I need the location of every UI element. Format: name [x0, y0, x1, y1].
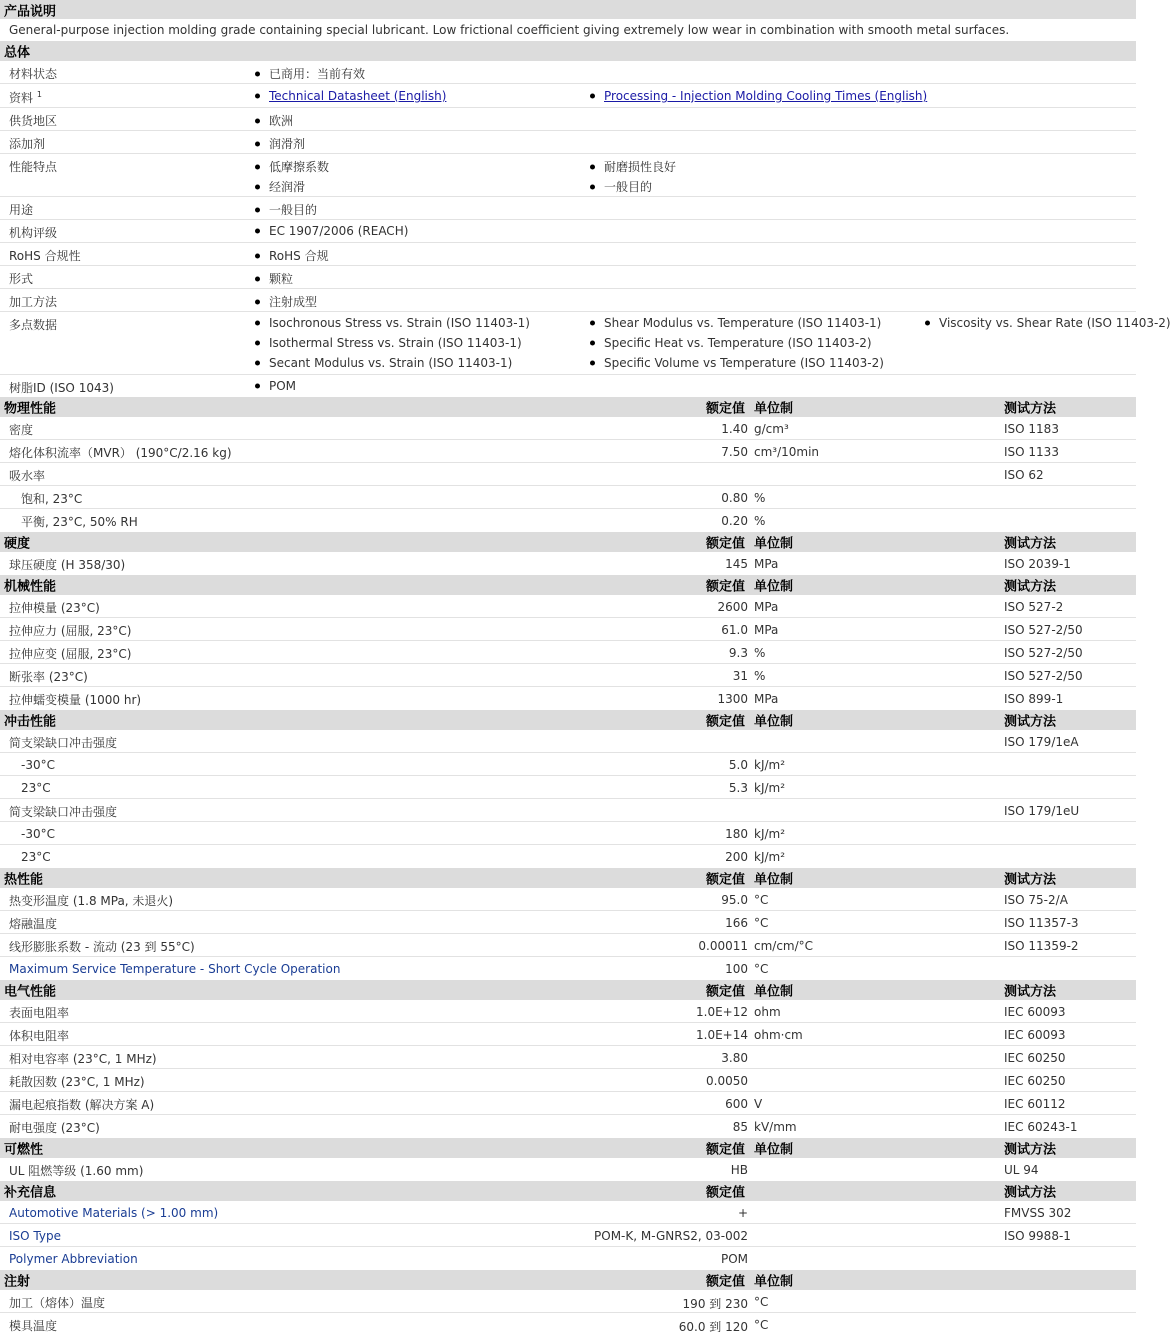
data-row: [0, 486, 1136, 509]
data-row: [0, 1158, 1136, 1181]
section-header-mechanical: [0, 575, 1136, 595]
row-value: 60.0 到 120: [678, 1320, 748, 1334]
row-unit: MPa: [754, 692, 779, 706]
bullet-item: 低摩擦系数: [269, 160, 330, 174]
row-label: 拉伸应变 (屈服, 23°C): [9, 647, 132, 661]
row-value: 180: [725, 827, 748, 841]
row-unit: MPa: [754, 600, 779, 614]
data-row: [0, 799, 1136, 822]
col-header-method: 测试方法: [1004, 579, 1057, 595]
row-method: ISO 75-2/A: [1004, 893, 1068, 907]
data-row: [0, 1092, 1136, 1115]
general-row-processing-method: [0, 289, 1136, 312]
row-label: Polymer Abbreviation: [9, 1252, 138, 1266]
section-header-supplementary: [0, 1181, 1136, 1201]
row-method: IEC 60112: [1004, 1097, 1066, 1111]
data-row: [0, 1000, 1136, 1023]
data-row: [0, 730, 1136, 753]
data-row: [0, 845, 1136, 868]
row-unit: °C: [754, 1318, 769, 1332]
row-value: 600: [725, 1097, 748, 1111]
section-header-general: [0, 41, 1136, 61]
row-label: 体积电阻率: [9, 1029, 70, 1043]
row-label: 漏电起痕指数 (解决方案 A): [9, 1098, 155, 1112]
row-value: 190 到 230: [682, 1297, 748, 1311]
row-unit: cm/cm/°C: [754, 939, 814, 953]
row-label: 表面电阻率: [9, 1006, 70, 1020]
bullet-item: 一般目的: [604, 180, 653, 194]
data-row: [0, 641, 1136, 664]
row-value: HB: [730, 1163, 748, 1177]
row-label: 吸水率: [9, 469, 46, 483]
bullet-item: 注射成型: [269, 295, 318, 309]
section-title: 补充信息: [4, 1185, 57, 1201]
row-method: ISO 899-1: [1004, 692, 1064, 706]
col-header-method: 测试方法: [1004, 536, 1057, 552]
col-header-value: 额定值: [706, 714, 746, 730]
row-method: ISO 9988-1: [1004, 1229, 1071, 1243]
row-value: 200: [725, 850, 748, 864]
row-label: 热变形温度 (1.8 MPa, 未退火): [9, 894, 174, 908]
data-row: [0, 618, 1136, 641]
section-title: 硬度: [4, 536, 31, 552]
data-row: [0, 440, 1136, 463]
row-value: 9.3: [728, 646, 748, 660]
col-header-method: 测试方法: [1004, 872, 1057, 888]
document-item: [604, 89, 927, 103]
row-method: ISO 527-2: [1004, 600, 1064, 614]
section-title: 机械性能: [4, 579, 57, 595]
row-label: -30°C: [21, 758, 55, 772]
general-row-rohs: [0, 243, 1136, 266]
data-row: [0, 509, 1136, 532]
row-label: Automotive Materials (> 1.00 mm): [9, 1206, 219, 1220]
section-title: 热性能: [4, 872, 44, 888]
data-row: [0, 1290, 1136, 1313]
general-row-form: [0, 266, 1136, 289]
data-row: [0, 1247, 1136, 1270]
data-row: [0, 595, 1136, 618]
row-unit: %: [754, 514, 766, 528]
row-label: 供货地区: [9, 114, 58, 128]
section-title: 总体: [4, 45, 31, 61]
data-row: [0, 957, 1136, 980]
row-value: +: [737, 1206, 748, 1220]
section-header-flammability: [0, 1138, 1136, 1158]
row-unit: kJ/m²: [754, 781, 786, 795]
row-label: 加工（熔体）温度: [9, 1296, 106, 1310]
section-title: 冲击性能: [4, 714, 57, 730]
row-value: 1.0E+12: [696, 1005, 748, 1019]
technical-datasheet-link[interactable]: Technical Datasheet (English): [269, 89, 447, 103]
row-unit: cm³/10min: [754, 445, 820, 459]
row-value: 0.80: [721, 491, 748, 505]
row-unit: %: [754, 646, 766, 660]
bullet-item: Shear Modulus vs. Temperature (ISO 11403-1): [604, 316, 882, 330]
col-header-unit: 单位制: [754, 872, 794, 888]
data-row: [0, 776, 1136, 799]
general-row-documents: [0, 84, 1136, 108]
general-row-availability: [0, 108, 1136, 131]
row-label: 简支梁缺口冲击强度: [9, 805, 118, 819]
data-row: [0, 1201, 1136, 1224]
bullet-item: RoHS 合规: [269, 249, 329, 263]
bullet-item: 欧洲: [269, 114, 294, 128]
row-label: 断张率 (23°C): [9, 670, 88, 684]
data-row: [0, 463, 1136, 486]
row-label: 熔融温度: [9, 917, 58, 931]
row-value: 1300: [717, 692, 748, 706]
row-unit: ohm: [754, 1005, 781, 1019]
row-label: 简支梁缺口冲击强度: [9, 736, 118, 750]
col-header-method: 测试方法: [1004, 401, 1057, 417]
general-row-uses: [0, 197, 1136, 220]
row-label: 树脂ID (ISO 1043): [9, 381, 114, 395]
col-header-method: 测试方法: [1004, 714, 1057, 730]
row-value: 2600: [717, 600, 748, 614]
row-value: POM: [720, 1252, 748, 1266]
row-unit: MPa: [754, 623, 779, 637]
data-row: [0, 911, 1136, 934]
row-value: 166: [725, 916, 748, 930]
footnote-marker: 1: [36, 90, 42, 99]
row-method: IEC 60093: [1004, 1028, 1066, 1042]
row-method: FMVSS 302: [1004, 1206, 1072, 1220]
section-title: 物理性能: [4, 401, 57, 417]
row-unit: MPa: [754, 557, 779, 571]
row-value: POM-K, M-GNRS2, 03-002: [594, 1229, 748, 1243]
row-value: 1.0E+14: [696, 1028, 748, 1042]
bullet-item: Secant Modulus vs. Strain (ISO 11403-1): [269, 356, 513, 370]
section-title: 注射: [4, 1274, 31, 1290]
data-row: [0, 1069, 1136, 1092]
row-value: 3.80: [721, 1051, 748, 1065]
row-label: 饱和, 23°C: [21, 492, 83, 506]
row-method: ISO 2039-1: [1004, 557, 1071, 571]
col-header-unit: 单位制: [754, 1274, 794, 1290]
section-header-physical: [0, 397, 1136, 417]
bullet-item: POM: [269, 379, 297, 393]
row-method: ISO 179/1eU: [1004, 804, 1080, 818]
row-unit: kJ/m²: [754, 758, 786, 772]
product-description-text: General-purpose injection molding grade containing special lubricant. Low frictional coefficient giving extremely low wear in combination with smooth metal surfaces.: [9, 23, 1010, 37]
section-header-injection: [0, 1270, 1136, 1290]
row-method: ISO 1133: [1004, 445, 1059, 459]
row-method: ISO 1183: [1004, 422, 1059, 436]
row-label: ISO Type: [9, 1229, 61, 1243]
section-header-impact: [0, 710, 1136, 730]
section-title: 可燃性: [4, 1142, 44, 1158]
row-unit: %: [754, 491, 766, 505]
row-unit: °C: [754, 916, 769, 930]
row-label: 拉伸蠕变模量 (1000 hr): [9, 693, 142, 707]
row-value: 0.00011: [698, 939, 748, 953]
row-value: 1.40: [721, 422, 748, 436]
row-value: 95.0: [721, 893, 748, 907]
col-header-value: 额定值: [706, 579, 746, 595]
data-row: [0, 1023, 1136, 1046]
bullet-item: 经润滑: [269, 180, 306, 194]
data-row: [0, 1313, 1136, 1335]
row-method: ISO 527-2/50: [1004, 646, 1083, 660]
row-value: 0.0050: [706, 1074, 748, 1088]
data-row: [0, 552, 1136, 575]
data-row: [0, 934, 1136, 957]
row-unit: g/cm³: [754, 422, 789, 436]
row-label: 23°C: [21, 781, 51, 795]
row-value: 5.3: [728, 781, 748, 795]
bullet-item: Viscosity vs. Shear Rate (ISO 11403-2): [939, 316, 1171, 330]
col-header-method: 测试方法: [1004, 984, 1057, 1000]
row-label: 拉伸模量 (23°C): [9, 601, 100, 615]
row-value: 85: [732, 1120, 748, 1134]
row-label: 用途: [9, 203, 34, 217]
bullet-item: 颗粒: [269, 272, 294, 286]
col-header-value: 额定值: [706, 872, 746, 888]
general-row-multipoint-data: [0, 312, 1171, 375]
bullet-item: Isothermal Stress vs. Strain (ISO 11403-1): [269, 336, 522, 350]
row-method: IEC 60250: [1004, 1074, 1066, 1088]
section-header-hardness: [0, 532, 1136, 552]
row-label: 拉伸应力 (屈服, 23°C): [9, 624, 132, 638]
col-header-method: 测试方法: [1004, 1185, 1057, 1201]
col-header-value: 额定值: [706, 1185, 746, 1201]
col-header-value: 额定值: [706, 984, 746, 1000]
row-label: 球压硬度 (H 358/30): [9, 558, 126, 572]
row-unit: V: [754, 1097, 763, 1111]
row-label: 加工方法: [9, 295, 58, 309]
data-row: [0, 1224, 1136, 1247]
row-value: 0.20: [721, 514, 748, 528]
col-header-value: 额定值: [706, 1142, 746, 1158]
row-label: UL 阻燃等级 (1.60 mm): [9, 1164, 144, 1178]
general-row-features: [0, 154, 1136, 197]
row-label: 资料 $^1$: [9, 90, 42, 105]
data-row: [0, 1115, 1136, 1138]
data-row: [0, 1046, 1136, 1069]
row-value: 61.0: [721, 623, 748, 637]
row-method: ISO 527-2/50: [1004, 623, 1083, 637]
data-row: [0, 417, 1136, 440]
row-label: RoHS 合规性: [9, 249, 81, 263]
bullet-item: Isochronous Stress vs. Strain (ISO 11403-1): [269, 316, 530, 330]
col-header-method: 测试方法: [1004, 1142, 1057, 1158]
row-label: 性能特点: [9, 160, 58, 174]
row-method: ISO 527-2/50: [1004, 669, 1083, 683]
section-header-electrical: [0, 980, 1136, 1000]
section-header-product-description: [0, 0, 1136, 19]
row-label: 形式: [9, 272, 34, 286]
row-label: -30°C: [21, 827, 55, 841]
bullet-item: 一般目的: [269, 203, 318, 217]
row-value: 7.50: [721, 445, 748, 459]
general-row-agency-ratings: [0, 220, 1136, 243]
data-row: [0, 822, 1136, 845]
data-row: [0, 753, 1136, 776]
row-label: 多点数据: [9, 318, 58, 332]
document-item: [269, 89, 446, 103]
row-unit: °C: [754, 1295, 769, 1309]
general-row-material-status: [0, 61, 1136, 84]
col-header-unit: 单位制: [754, 714, 794, 730]
row-method: IEC 60243-1: [1004, 1120, 1078, 1134]
bullet-item: Specific Volume vs Temperature (ISO 11403-2): [604, 356, 884, 370]
row-label: 熔化体积流率（MVR） (190°C/2.16 kg): [9, 446, 232, 460]
row-label: 23°C: [21, 850, 51, 864]
row-method: ISO 11359-2: [1004, 939, 1079, 953]
bullet-item: 润滑剂: [269, 137, 306, 151]
row-value: 100: [725, 962, 748, 976]
row-value: 145: [725, 557, 748, 571]
row-method: ISO 11357-3: [1004, 916, 1079, 930]
row-unit: °C: [754, 962, 769, 976]
bullet-item: Specific Heat vs. Temperature (ISO 11403-2): [604, 336, 872, 350]
row-label: Maximum Service Temperature - Short Cycle Operation: [9, 962, 341, 976]
general-row-resin-id: [0, 375, 1136, 397]
data-row: [0, 687, 1136, 710]
col-header-unit: 单位制: [754, 401, 794, 417]
col-header-unit: 单位制: [754, 579, 794, 595]
row-label: 材料状态: [9, 67, 58, 81]
general-row-additive: [0, 131, 1136, 154]
processing-cooling-times-link[interactable]: Processing - Injection Molding Cooling Times (English): [604, 89, 928, 103]
row-label: 机构评级: [9, 226, 58, 240]
row-label: 模具温度: [9, 1319, 58, 1333]
bullet-item: 已商用：当前有效: [269, 67, 366, 81]
row-label: 密度: [9, 423, 34, 437]
row-unit: kJ/m²: [754, 827, 786, 841]
row-method: UL 94: [1004, 1163, 1039, 1177]
row-unit: kV/mm: [754, 1120, 797, 1134]
row-label: 线形膨胀系数 - 流动 (23 到 55°C): [9, 940, 195, 954]
data-row: [0, 888, 1136, 911]
row-label: 相对电容率 (23°C, 1 MHz): [9, 1052, 157, 1066]
row-method: IEC 60093: [1004, 1005, 1066, 1019]
row-method: IEC 60250: [1004, 1051, 1066, 1065]
row-unit: ohm·cm: [754, 1028, 803, 1042]
col-header-value: 额定值: [706, 1274, 746, 1290]
row-label: 添加剂: [9, 137, 46, 151]
section-title: 电气性能: [4, 984, 57, 1000]
row-unit: %: [754, 669, 766, 683]
row-unit: kJ/m²: [754, 850, 786, 864]
row-unit: °C: [754, 893, 769, 907]
row-label: 耐电强度 (23°C): [9, 1121, 100, 1135]
col-header-value: 额定值: [706, 536, 746, 552]
bullet-item: 耐磨损性良好: [604, 160, 677, 174]
data-row: [0, 664, 1136, 687]
col-header-unit: 单位制: [754, 1142, 794, 1158]
bullet-item: EC 1907/2006 (REACH): [269, 224, 409, 238]
col-header-unit: 单位制: [754, 536, 794, 552]
section-header-thermal: [0, 868, 1136, 888]
product-description-row: [0, 19, 1136, 41]
row-method: ISO 179/1eA: [1004, 735, 1079, 749]
section-title: 产品说明: [4, 4, 57, 19]
row-label: 耗散因数 (23°C, 1 MHz): [9, 1075, 145, 1089]
col-header-unit: 单位制: [754, 984, 794, 1000]
row-label: 平衡, 23°C, 50% RH: [21, 515, 138, 529]
row-value: 31: [732, 669, 748, 683]
col-header-value: 额定值: [706, 401, 746, 417]
row-method: ISO 62: [1004, 468, 1044, 482]
row-value: 5.0: [728, 758, 748, 772]
